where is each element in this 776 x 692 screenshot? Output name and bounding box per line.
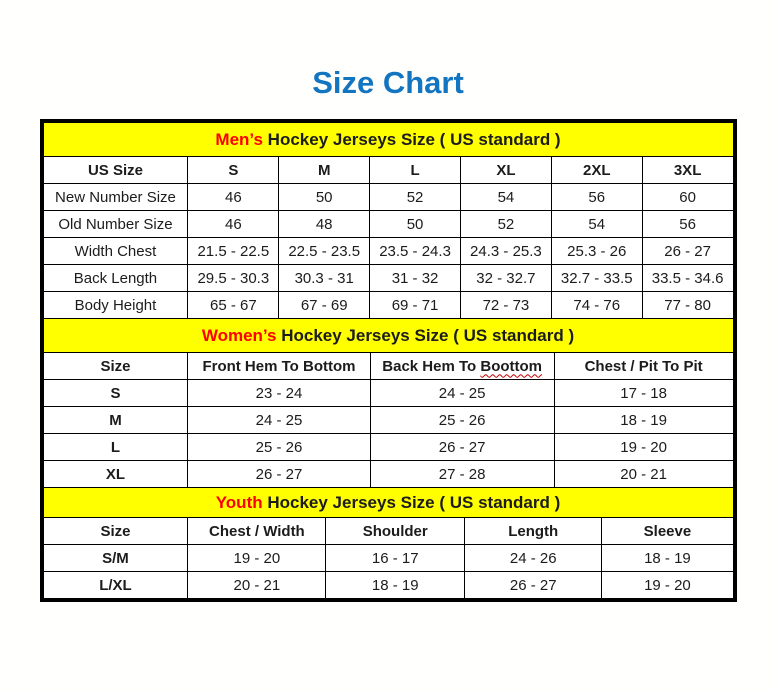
section-title-mens-highlight: Men’s [215, 129, 263, 149]
table-cell: 21.5 - 22.5 [188, 238, 279, 265]
section-row-youth [43, 488, 733, 518]
table-cell: 26 - 27 [370, 434, 554, 461]
youth-size-table [43, 488, 734, 599]
table-cell: 77 - 80 [642, 292, 733, 319]
table-cell: 26 - 27 [465, 572, 602, 599]
page-title: Size Chart [312, 65, 464, 100]
table-cell: 18 - 19 [326, 572, 465, 599]
table-cell: 50 [279, 184, 370, 211]
table-cell: 26 - 27 [188, 461, 370, 488]
table-cell: 25.3 - 26 [551, 238, 642, 265]
column-header: Size [43, 353, 188, 380]
table-cell: 24 - 25 [370, 380, 554, 407]
table-cell: 23.5 - 24.3 [370, 238, 461, 265]
row-label: S/M [43, 545, 188, 572]
section-title-youth [43, 488, 733, 518]
row-label: L [43, 434, 188, 461]
table-cell: 25 - 26 [188, 434, 370, 461]
table-row [43, 545, 733, 572]
row-label: Width Chest [43, 238, 188, 265]
table-row [43, 238, 733, 265]
table-cell: 24 - 26 [465, 545, 602, 572]
table-row [43, 211, 733, 238]
table-cell: 52 [370, 184, 461, 211]
column-header: S [188, 157, 279, 184]
table-row [43, 292, 733, 319]
column-header: Size [43, 518, 188, 545]
row-label: M [43, 407, 188, 434]
section-title-womens-highlight: Women’s [201, 325, 277, 345]
section-title-mens [43, 123, 733, 157]
table-row [43, 184, 733, 211]
table-cell: 48 [279, 211, 370, 238]
womens-header-row [43, 353, 733, 380]
row-label: Body Height [43, 292, 188, 319]
section-title-womens [43, 319, 733, 353]
column-header-text: Back Hem To [382, 357, 481, 375]
table-cell: 24.3 - 25.3 [460, 238, 551, 265]
table-cell: 67 - 69 [279, 292, 370, 319]
row-label: New Number Size [43, 184, 188, 211]
row-label: XL [43, 461, 188, 488]
table-cell: 19 - 20 [554, 434, 733, 461]
row-label: S [43, 380, 188, 407]
table-cell: 26 - 27 [642, 238, 733, 265]
table-cell: 46 [188, 211, 279, 238]
column-header: Shoulder [326, 518, 465, 545]
section-title-youth-highlight: Youth [215, 492, 263, 512]
column-header: L [370, 157, 461, 184]
table-cell: 56 [551, 184, 642, 211]
misspelled-word: Boottom [480, 357, 543, 375]
table-cell: 25 - 26 [370, 407, 554, 434]
table-cell: 23 - 24 [188, 380, 370, 407]
mens-header-row [43, 157, 733, 184]
section-title-mens-rest: Hockey Jerseys Size ( US standard ) [262, 129, 561, 149]
section-title-womens-rest: Hockey Jerseys Size ( US standard ) [276, 325, 575, 345]
mens-size-table [43, 122, 734, 319]
table-cell: 32 - 32.7 [460, 265, 551, 292]
column-header: Chest / Width [188, 518, 326, 545]
size-chart-table [40, 119, 737, 602]
section-row-womens [43, 319, 733, 353]
table-cell: 60 [642, 184, 733, 211]
column-header: 3XL [642, 157, 733, 184]
table-row [43, 380, 733, 407]
table-cell: 27 - 28 [370, 461, 554, 488]
table-cell: 56 [642, 211, 733, 238]
column-header: Chest / Pit To Pit [554, 353, 733, 380]
row-label: L/XL [43, 572, 188, 599]
table-cell: 20 - 21 [554, 461, 733, 488]
row-label: Old Number Size [43, 211, 188, 238]
row-label: Back Length [43, 265, 188, 292]
section-row-mens [43, 123, 733, 157]
table-cell: 30.3 - 31 [279, 265, 370, 292]
table-cell: 74 - 76 [551, 292, 642, 319]
table-cell: 46 [188, 184, 279, 211]
table-cell: 17 - 18 [554, 380, 733, 407]
column-header: Sleeve [602, 518, 733, 545]
column-header: US Size [43, 157, 188, 184]
table-cell: 54 [551, 211, 642, 238]
table-cell: 33.5 - 34.6 [642, 265, 733, 292]
table-cell: 52 [460, 211, 551, 238]
table-cell: 65 - 67 [188, 292, 279, 319]
table-cell: 22.5 - 23.5 [279, 238, 370, 265]
table-cell: 29.5 - 30.3 [188, 265, 279, 292]
table-cell: 50 [370, 211, 461, 238]
table-cell: 54 [460, 184, 551, 211]
table-cell: 32.7 - 33.5 [551, 265, 642, 292]
table-cell: 18 - 19 [602, 545, 733, 572]
table-row [43, 572, 733, 599]
table-row [43, 461, 733, 488]
table-cell: 72 - 73 [460, 292, 551, 319]
column-header: Front Hem To Bottom [188, 353, 370, 380]
column-header: 2XL [551, 157, 642, 184]
table-row [43, 434, 733, 461]
table-row [43, 265, 733, 292]
table-cell: 16 - 17 [326, 545, 465, 572]
table-cell: 20 - 21 [188, 572, 326, 599]
table-cell: 18 - 19 [554, 407, 733, 434]
column-header: XL [460, 157, 551, 184]
column-header [370, 353, 554, 380]
table-cell: 19 - 20 [188, 545, 326, 572]
table-cell: 69 - 71 [370, 292, 461, 319]
table-cell: 24 - 25 [188, 407, 370, 434]
youth-header-row [43, 518, 733, 545]
womens-size-table [43, 319, 734, 488]
section-title-youth-rest: Hockey Jerseys Size ( US standard ) [262, 492, 561, 512]
column-header: M [279, 157, 370, 184]
table-cell: 31 - 32 [370, 265, 461, 292]
table-row [43, 407, 733, 434]
column-header: Length [465, 518, 602, 545]
table-cell: 19 - 20 [602, 572, 733, 599]
